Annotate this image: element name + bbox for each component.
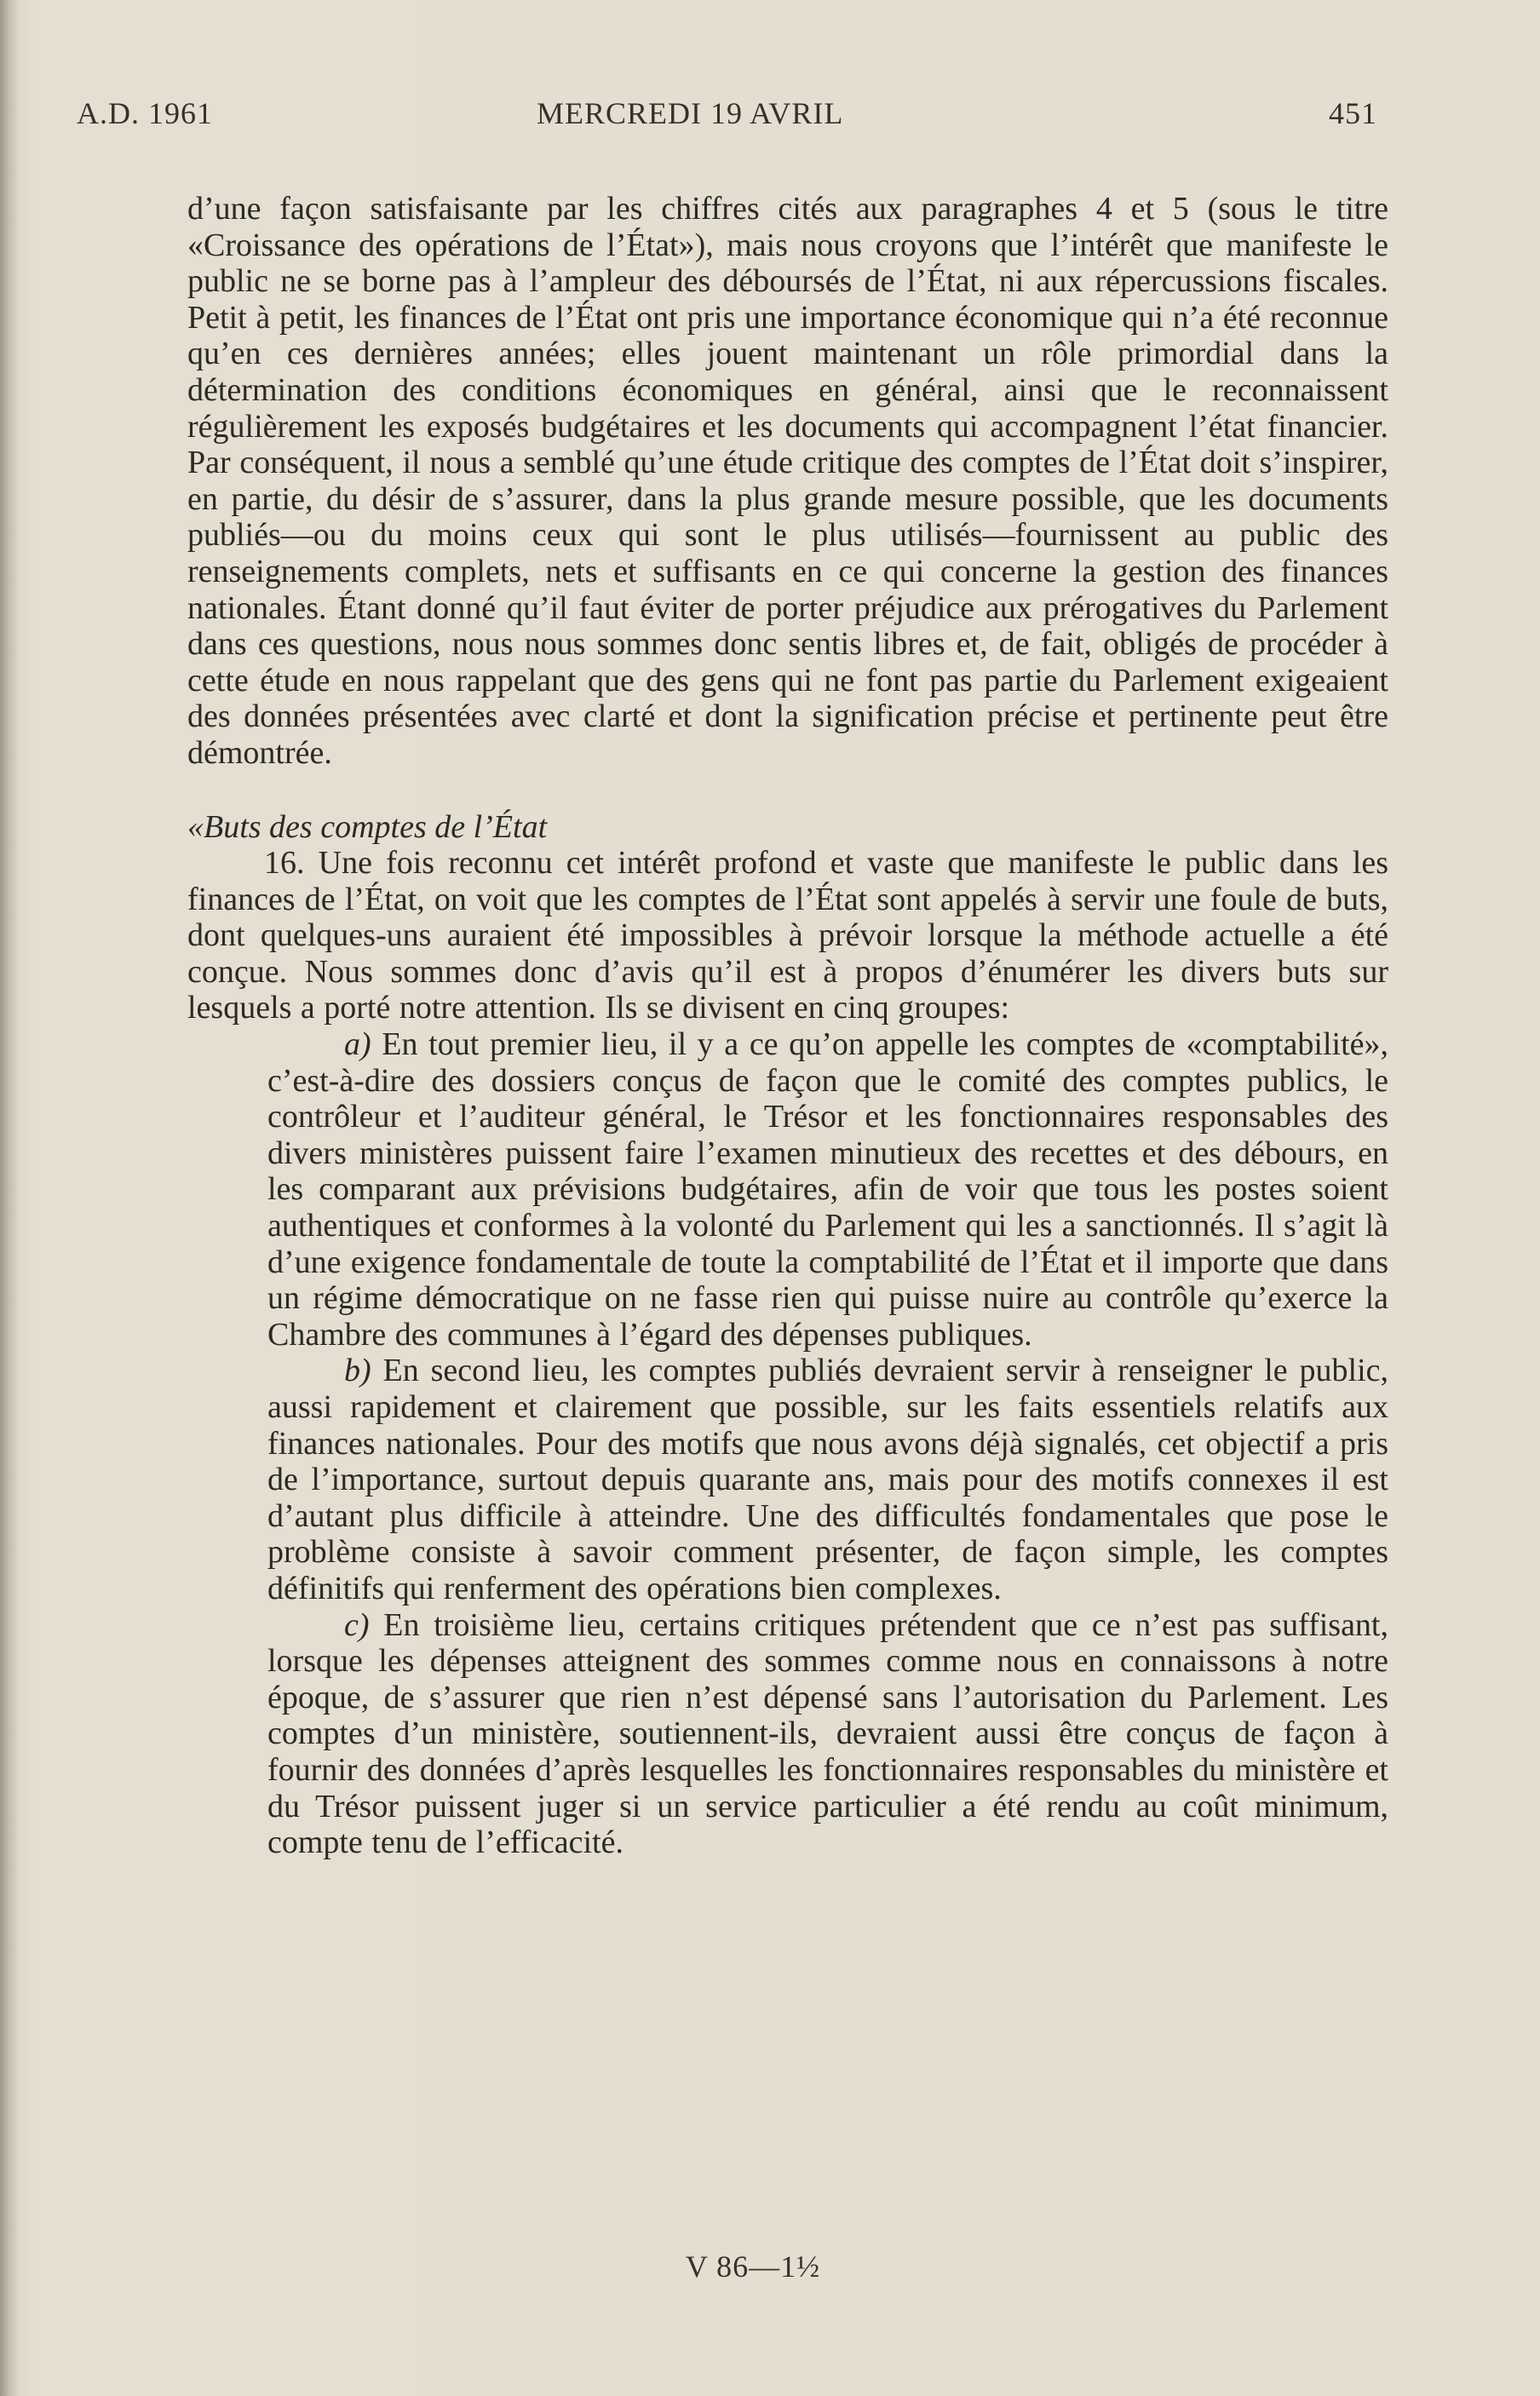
item-a-text: En tout premier lieu, il y a ce qu’on appelle les comptes de «comptabilité», c’est-à-dire des dossiers conçus de façon que le comité des comptes publics, le contrôleur et l’auditeur général, le Trésor et les fonctionnaires responsables des divers ministères puissent faire l’examen minutieux des recettes et des débours, en les comparant aux prévisions budgétaires, afin de voir que tous les postes soient authentiques et conformes à la volonté du Parlement qui les a sanctionnés. Il s’agit là d’une exigence fondamentale de toute la comptabilité de l’État et il importe que dans un régime démocratique on ne fasse rien qui puisse nuire au contrôle qu’exerce la Chambre des communes à l’égard des dépenses publiques. — [267, 1026, 1388, 1353]
page-binding-edge — [0, 0, 19, 2396]
header-date: MERCREDI 19 AVRIL — [537, 96, 844, 130]
item-c-text: En troisième lieu, certains critiques prétendent que ce n’est pas suffisant, lorsque les dépenses atteignent des sommes comme nous en connaissons à notre époque, de s’assurer que rien n’est dépensé sans l’autorisation du Parlement. Les comptes d’un ministère, soutiennent-ils, devraient aussi être conçus de façon à fournir des données d’après lesquelles les fonctionnaires responsables du ministère et du Trésor puissent juger si un service particulier a été rendu au coût minimum, compte tenu de l’efficacité. — [267, 1606, 1388, 1861]
item-b — [187, 1353, 1388, 1606]
item-c-marker: c) — [344, 1606, 370, 1643]
item-b-marker: b) — [344, 1353, 371, 1389]
paragraph-16: 16. Une fois reconnu cet intérêt profond et vaste que manifeste le public dans les finances de l’État, on voit que les comptes de l’État sont appelés à servir une foule de buts, dont quelques-uns auraient été impossibles à prévoir lorsque la méthode actuelle a été conçue. Nous sommes donc d’avis qu’il est à propos d’énumérer les divers buts sur lesquels a porté notre attention. Ils se divisent en cinq groupes: — [187, 845, 1388, 1026]
running-header — [77, 95, 1388, 138]
item-a-marker: a) — [344, 1026, 371, 1063]
item-a — [187, 1026, 1388, 1353]
page-number: 451 — [1329, 96, 1377, 130]
footer-signature: V 86—1½ — [685, 2249, 821, 2284]
section-heading: «Buts des comptes de l’État — [187, 808, 548, 845]
page-body — [187, 191, 1388, 1861]
item-b-text: En second lieu, les comptes publiés devraient servir à renseigner le public, aussi rapidement et clairement que possible, sur les faits essentiels relatifs aux finances nationales. Pour des motifs que nous avons déjà signalés, cet objectif a pris de l’importance, surtout depuis quarante ans, mais pour des motifs connexes il est d’autant plus difficile à atteindre. Une des difficultés fondamentales que pose le problème consiste à savoir comment présenter, de façon simple, les comptes définitifs qui renferment des opérations bien complexes. — [267, 1353, 1388, 1606]
signature-mark — [0, 2249, 1540, 2284]
header-year: A.D. 1961 — [77, 96, 213, 130]
paragraph-continued: d’une façon satisfaisante par les chiffres cités aux paragraphes 4 et 5 (sous le titre «Croissance des opérations de l’État»), mais nous croyons que l’intérêt que manifeste le public ne se borne pas à l’ampleur des déboursés de l’État, ni aux répercussions fiscales. Petit à petit, les finances de l’État ont pris une importance économique qui n’a été reconnue qu’en ces dernières années; elles jouent maintenant un rôle primordial dans la détermination des conditions économiques en général, ainsi que le reconnaissent régulièrement les exposés budgétaires et les documents qui accompagnent l’état financier. Par conséquent, il nous a semblé qu’une étude critique des comptes de l’État doit s’inspirer, en partie, du désir de s’assurer, dans la plus grande mesure possible, que les documents publiés—ou du moins ceux qui sont le plus utilisés—fournissent au public des renseignements complets, nets et suffisants en ce qui concerne la gestion des finances nationales. Étant donné qu’il faut éviter de porter préjudice aux prérogatives du Parlement dans ces questions, nous nous sommes donc sentis libres et, de fait, obligés de procéder à cette étude en nous rappelant que des gens qui ne font pas partie du Parlement exigeaient des données présentées avec clarté et dont la signification précise et pertinente peut être démontrée. — [187, 191, 1388, 771]
item-c — [187, 1607, 1388, 1861]
